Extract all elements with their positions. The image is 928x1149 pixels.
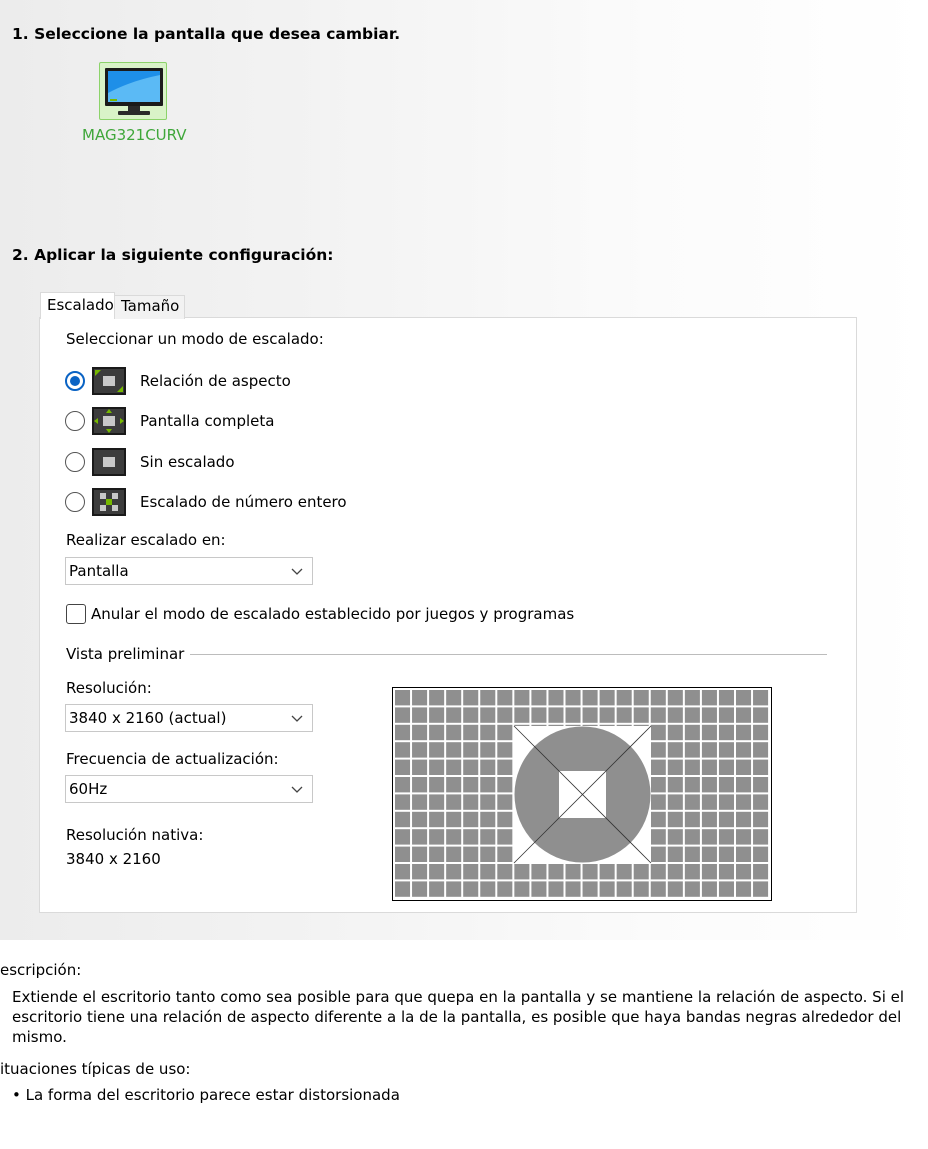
preview-grid-cell — [412, 794, 427, 809]
preview-grid-cell — [429, 881, 444, 896]
preview-grid-cell — [480, 847, 495, 862]
preview-grid-cell — [702, 777, 717, 792]
preview-grid-cell — [429, 707, 444, 722]
preview-grid-cell — [429, 725, 444, 740]
preview-grid-cell — [753, 847, 768, 862]
preview-grid-cell — [668, 881, 683, 896]
no-scaling-icon — [92, 448, 126, 476]
preview-grid-cell — [736, 777, 751, 792]
preview-grid-cell — [497, 707, 512, 722]
preview-grid-cell — [514, 690, 529, 705]
preview-grid-cell — [395, 847, 410, 862]
preview-grid-cell — [566, 707, 581, 722]
preview-grid-cell — [753, 742, 768, 757]
preview-grid-cell — [736, 829, 751, 844]
preview-grid-cell — [719, 777, 734, 792]
preview-grid-cell — [497, 829, 512, 844]
typical-usage-title: ituaciones típicas de uso: — [0, 1060, 191, 1078]
preview-grid-cell — [480, 760, 495, 775]
preview-grid-cell — [497, 847, 512, 862]
preview-grid-cell — [463, 742, 478, 757]
description-text: Extiende el escritorio tanto como sea posible para que quepa en la pantalla y se mantiene la relación de aspecto. Si el escritorio tiene una relación de aspecto diferente a la de la pantalla, es posible que haya bandas negras alrededor del mismo. — [12, 988, 905, 1046]
preview-grid-cell — [395, 881, 410, 896]
preview-grid-cell — [531, 864, 546, 879]
preview-grid-cell — [429, 760, 444, 775]
preview-grid-cell — [446, 707, 461, 722]
preview-grid-cell — [412, 690, 427, 705]
preview-grid-cell — [736, 881, 751, 896]
preview-grid-cell — [429, 794, 444, 809]
preview-grid-cell — [566, 690, 581, 705]
preview-grid-cell — [685, 881, 700, 896]
integer-scaling-icon — [92, 488, 126, 516]
perform-scaling-label: Realizar escalado en: — [66, 531, 226, 549]
preview-grid-cell — [446, 725, 461, 740]
preview-grid-cell — [583, 690, 598, 705]
preview-grid-cell — [668, 812, 683, 827]
preview-grid-cell — [463, 812, 478, 827]
preview-grid-cell — [736, 742, 751, 757]
preview-grid-cell — [634, 881, 649, 896]
preview-grid-cell — [463, 725, 478, 740]
preview-grid-cell — [753, 707, 768, 722]
preview-grid-cell — [480, 864, 495, 879]
preview-grid-cell — [651, 690, 666, 705]
preview-grid-cell — [719, 829, 734, 844]
preview-grid-cell — [685, 690, 700, 705]
preview-grid-cell — [480, 707, 495, 722]
preview-grid-cell — [429, 690, 444, 705]
preview-grid-cell — [617, 690, 632, 705]
preview-grid-cell — [685, 847, 700, 862]
preview-grid-cell — [668, 777, 683, 792]
preview-grid-cell — [446, 777, 461, 792]
preview-grid-cell — [412, 881, 427, 896]
preview-grid-cell — [736, 864, 751, 879]
preview-grid-cell — [497, 881, 512, 896]
override-scaling-checkbox[interactable] — [66, 604, 86, 624]
preview-grid-cell — [736, 725, 751, 740]
preview-grid-cell — [480, 829, 495, 844]
preview-grid-cell — [668, 829, 683, 844]
preview-grid-cell — [702, 881, 717, 896]
preview-grid-cell — [395, 760, 410, 775]
resolution-select[interactable] — [65, 704, 313, 732]
preview-grid-cell — [719, 812, 734, 827]
preview-grid-cell — [668, 707, 683, 722]
preview-grid-cell — [531, 881, 546, 896]
preview-grid-cell — [685, 812, 700, 827]
preview-grid-cell — [600, 707, 615, 722]
preview-grid-cell — [463, 829, 478, 844]
preview-grid-cell — [600, 690, 615, 705]
mode-label-no-scaling[interactable]: Sin escalado — [140, 453, 235, 471]
scaling-mode-prompt: Seleccionar un modo de escalado: — [66, 330, 324, 348]
preview-grid-cell — [702, 864, 717, 879]
preview-grid-cell — [651, 725, 666, 740]
preview-grid-cell — [548, 881, 563, 896]
refresh-rate-select[interactable] — [65, 775, 313, 803]
preview-grid-cell — [753, 812, 768, 827]
preview-grid-cell — [668, 847, 683, 862]
preview-grid-cell — [446, 812, 461, 827]
preview-grid-cell — [446, 794, 461, 809]
radio-aspect-ratio[interactable] — [65, 371, 85, 391]
preview-grid-cell — [412, 760, 427, 775]
preview-grid-cell — [685, 864, 700, 879]
preview-grid-cell — [446, 847, 461, 862]
preview-grid-cell — [429, 812, 444, 827]
preview-grid-cell — [651, 794, 666, 809]
preview-grid-cell — [702, 707, 717, 722]
preview-grid-cell — [617, 881, 632, 896]
preview-grid-cell — [395, 812, 410, 827]
preview-grid-cell — [395, 707, 410, 722]
preview-grid-cell — [531, 690, 546, 705]
mode-label-aspect-ratio[interactable]: Relación de aspecto — [140, 372, 291, 390]
preview-grid-cell — [634, 707, 649, 722]
preview-grid-cell — [463, 777, 478, 792]
preview-grid-cell — [412, 725, 427, 740]
preview-grid-cell — [753, 690, 768, 705]
preview-grid-cell — [463, 707, 478, 722]
preview-grid-cell — [497, 864, 512, 879]
preview-grid-cell — [719, 864, 734, 879]
preview-grid-cell — [702, 690, 717, 705]
preview-grid-cell — [702, 847, 717, 862]
preview-grid-cell — [548, 864, 563, 879]
preview-grid-cell — [480, 881, 495, 896]
refresh-rate-label: Frecuencia de actualización: — [66, 750, 279, 768]
tab-size[interactable]: Tamaño — [115, 295, 185, 319]
chevron-down-icon — [290, 564, 304, 578]
resolution-label: Resolución: — [66, 679, 152, 697]
preview-grid-cell — [446, 742, 461, 757]
preview-grid-cell — [463, 881, 478, 896]
preview-grid-cell — [446, 864, 461, 879]
preview-grid-cell — [753, 777, 768, 792]
preview-grid-cell — [497, 742, 512, 757]
preview-grid-cell — [566, 864, 581, 879]
preview-grid-cell — [634, 864, 649, 879]
preview-grid-cell — [668, 742, 683, 757]
radio-full-screen[interactable] — [65, 411, 85, 431]
native-resolution-value: 3840 x 2160 — [66, 850, 161, 868]
preview-grid-cell — [480, 777, 495, 792]
native-resolution-label: Resolución nativa: — [66, 826, 204, 844]
preview-grid-cell — [412, 777, 427, 792]
preview-grid-cell — [412, 707, 427, 722]
radio-integer-scaling[interactable] — [65, 492, 85, 512]
preview-grid-cell — [480, 812, 495, 827]
preview-grid-cell — [719, 847, 734, 862]
preview-grid-cell — [395, 864, 410, 879]
chevron-down-icon — [290, 782, 304, 796]
typical-usage-item: • La forma del escritorio parece estar distorsionada — [12, 1086, 400, 1104]
preview-grid-cell — [514, 707, 529, 722]
preview-grid-cell — [685, 829, 700, 844]
mode-label-full-screen[interactable]: Pantalla completa — [140, 412, 275, 430]
preview-grid-cell — [702, 760, 717, 775]
display-tile[interactable] — [99, 62, 167, 120]
preview-grid-cell — [412, 829, 427, 844]
preview-grid-cell — [446, 690, 461, 705]
override-scaling-label[interactable]: Anular el modo de escalado establecido por juegos y programas — [91, 605, 575, 623]
preview-grid-cell — [583, 707, 598, 722]
preview-grid-cell — [583, 864, 598, 879]
preview-grid-cell — [429, 864, 444, 879]
preview-grid-cell — [651, 760, 666, 775]
preview-grid-cell — [719, 881, 734, 896]
preview-grid-cell — [685, 707, 700, 722]
preview-grid-cell — [753, 760, 768, 775]
preview-grid-cell — [736, 690, 751, 705]
preview-grid-cell — [753, 864, 768, 879]
preview-grid-cell — [736, 760, 751, 775]
preview-grid-cell — [463, 794, 478, 809]
display-name[interactable]: MAG321CURV — [82, 126, 187, 144]
preview-grid-cell — [514, 864, 529, 879]
mode-label-integer-scaling[interactable]: Escalado de número entero — [140, 493, 347, 511]
preview-grid-cell — [463, 690, 478, 705]
preview-grid-cell — [548, 707, 563, 722]
preview-grid-cell — [651, 864, 666, 879]
full-screen-icon — [92, 407, 126, 435]
preview-group-label: Vista preliminar — [66, 645, 185, 663]
preview-grid-cell — [736, 812, 751, 827]
preview-grid-cell — [753, 725, 768, 740]
preview-grid-cell — [583, 881, 598, 896]
chevron-down-icon — [290, 711, 304, 725]
preview-grid-cell — [412, 742, 427, 757]
aspect-ratio-icon — [92, 367, 126, 395]
preview-grid-cell — [719, 742, 734, 757]
preview-grid-cell — [617, 707, 632, 722]
tab-scaling[interactable]: Escalado — [40, 292, 115, 319]
preview-grid-cell — [395, 777, 410, 792]
apply-settings-heading: 2. Aplicar la siguiente configuración: — [12, 246, 334, 264]
preview-grid-cell — [719, 725, 734, 740]
preview-grid-cell — [497, 760, 512, 775]
preview-grid-cell — [429, 777, 444, 792]
preview-grid-cell — [429, 847, 444, 862]
preview-grid-cell — [497, 725, 512, 740]
preview-grid-cell — [463, 847, 478, 862]
preview-grid-cell — [617, 864, 632, 879]
scaling-preview-image — [392, 687, 772, 901]
preview-grid-cell — [651, 847, 666, 862]
preview-grid-cell — [514, 881, 529, 896]
preview-grid-cell — [719, 707, 734, 722]
preview-grid-cell — [685, 777, 700, 792]
preview-grid-cell — [668, 725, 683, 740]
preview-grid-cell — [753, 881, 768, 896]
preview-grid-cell — [634, 690, 649, 705]
preview-grid-cell — [463, 760, 478, 775]
preview-grid-cell — [719, 760, 734, 775]
preview-grid-cell — [497, 812, 512, 827]
select-display-heading: 1. Seleccione la pantalla que desea cambiar. — [12, 25, 401, 43]
preview-grid-cell — [412, 812, 427, 827]
refresh-rate-value: 60Hz — [69, 780, 108, 798]
description-title: escripción: — [0, 961, 82, 979]
preview-grid-cell — [719, 794, 734, 809]
preview-grid-cell — [736, 847, 751, 862]
preview-grid-cell — [651, 777, 666, 792]
preview-grid-cell — [531, 707, 546, 722]
preview-grid-cell — [685, 742, 700, 757]
preview-grid-cell — [702, 742, 717, 757]
preview-grid-cell — [480, 690, 495, 705]
resolution-value: 3840 x 2160 (actual) — [69, 709, 227, 727]
preview-grid-cell — [395, 725, 410, 740]
preview-grid-cell — [736, 794, 751, 809]
preview-grid-cell — [395, 742, 410, 757]
preview-grid-cell — [668, 760, 683, 775]
preview-grid-cell — [566, 881, 581, 896]
preview-grid-cell — [429, 742, 444, 757]
preview-grid-cell — [497, 690, 512, 705]
preview-grid-cell — [600, 864, 615, 879]
preview-divider — [190, 654, 827, 655]
preview-grid-cell — [480, 742, 495, 757]
preview-grid-cell — [395, 794, 410, 809]
preview-grid-cell — [412, 864, 427, 879]
preview-grid-cell — [480, 725, 495, 740]
preview-grid-cell — [685, 760, 700, 775]
preview-grid-cell — [702, 812, 717, 827]
preview-grid-cell — [668, 690, 683, 705]
preview-grid-cell — [753, 794, 768, 809]
preview-grid-cell — [446, 829, 461, 844]
preview-grid-cell — [600, 881, 615, 896]
preview-grid-cell — [651, 829, 666, 844]
preview-grid-cell — [497, 794, 512, 809]
perform-scaling-value: Pantalla — [69, 562, 129, 580]
preview-grid-cell — [702, 725, 717, 740]
preview-grid-cell — [480, 794, 495, 809]
preview-grid-cell — [668, 794, 683, 809]
preview-grid-cell — [685, 794, 700, 809]
preview-grid-cell — [668, 864, 683, 879]
preview-grid-cell — [651, 742, 666, 757]
preview-grid-cell — [702, 794, 717, 809]
preview-grid-cell — [429, 829, 444, 844]
radio-no-scaling[interactable] — [65, 452, 85, 472]
preview-grid-cell — [395, 829, 410, 844]
preview-grid-cell — [446, 881, 461, 896]
preview-grid-cell — [446, 760, 461, 775]
preview-grid-cell — [497, 777, 512, 792]
preview-grid-cell — [736, 707, 751, 722]
preview-grid-cell — [719, 690, 734, 705]
preview-grid-cell — [702, 829, 717, 844]
preview-grid-cell — [651, 881, 666, 896]
perform-scaling-select[interactable] — [65, 557, 313, 585]
preview-grid-cell — [651, 812, 666, 827]
preview-grid-cell — [395, 690, 410, 705]
preview-grid-cell — [753, 829, 768, 844]
preview-grid-cell — [412, 847, 427, 862]
preview-grid-cell — [463, 864, 478, 879]
preview-grid-cell — [685, 725, 700, 740]
monitor-icon — [100, 63, 168, 121]
preview-grid-cell — [548, 690, 563, 705]
preview-grid-cell — [651, 707, 666, 722]
